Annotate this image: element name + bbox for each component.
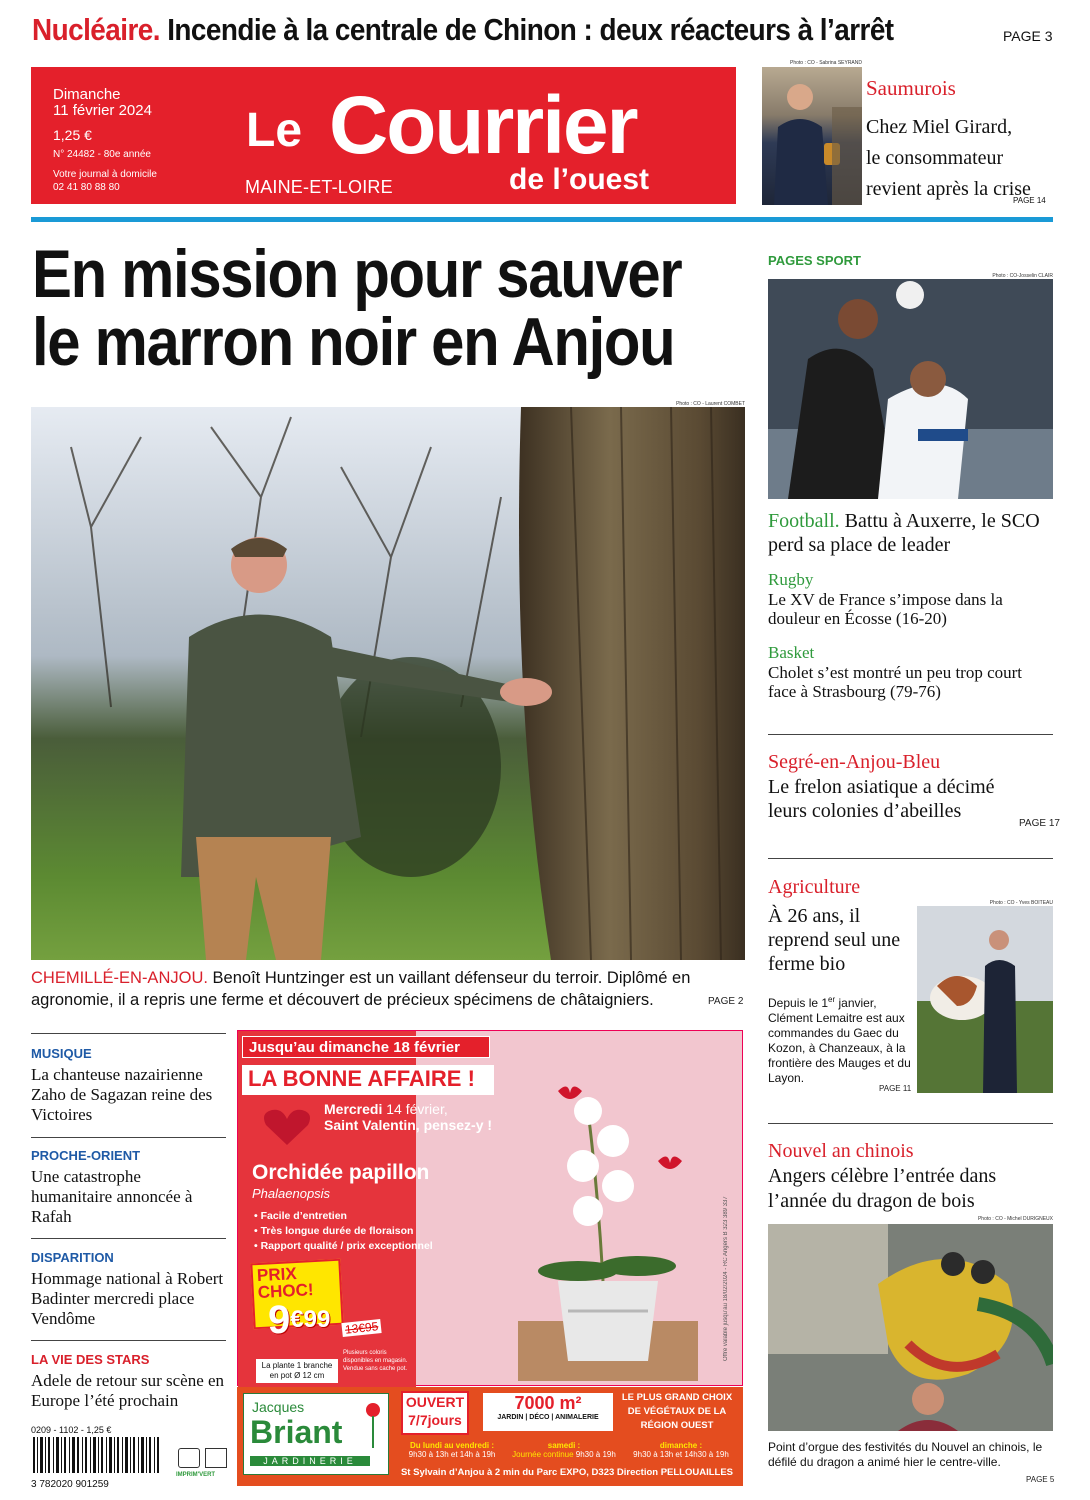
segre-page-ref: PAGE 17 — [1019, 818, 1060, 829]
top-headline[interactable] — [32, 12, 914, 48]
divider — [768, 1123, 1053, 1124]
brief-disparition[interactable] — [31, 1250, 226, 1329]
main-headline-line-1: En mission pour sauver — [32, 236, 682, 312]
edition: MAINE-ET-LOIRE — [245, 177, 393, 197]
divider-rule — [31, 217, 1053, 222]
caption-place: CHEMILLÉ-EN-ANJOU. — [31, 969, 208, 987]
sport-rugby[interactable] — [768, 570, 1053, 628]
ad-prix-choc-1: PRIX — [256, 1264, 298, 1286]
brief-text: Une catastrophe humanitaire annoncée à Rafah — [31, 1167, 193, 1226]
ad-unit-note: La plante 1 branche en pot Ø 12 cm — [256, 1359, 338, 1383]
photo-credit: Photo : CO-Josselin CLAIR — [992, 273, 1053, 279]
top-page-ref: PAGE 3 — [1003, 28, 1053, 44]
divider — [31, 1238, 226, 1239]
agriculture-body — [768, 992, 913, 1086]
barcode-digits: 3 782020 901259 — [31, 1479, 109, 1490]
agriculture-kicker[interactable]: Agriculture — [768, 876, 861, 898]
brief-vie-des-stars[interactable] — [31, 1352, 226, 1411]
ad-colors-note: Plusieurs coloris disponibles en magasin. Vendue sans cache pot. — [343, 1350, 408, 1372]
barcode — [31, 1437, 201, 1490]
briant-logo — [243, 1393, 389, 1475]
top-kicker: Nucléaire. — [32, 12, 160, 47]
open-line-2: 7/7jours — [408, 1412, 462, 1428]
title-le: Le — [246, 104, 303, 157]
choice-text: LE PLUS GRAND CHOIX DE VÉGÉTAUX DE LA RÉGION OUEST — [621, 1392, 733, 1431]
price: 1,25 € — [53, 127, 92, 143]
divider — [31, 1033, 226, 1034]
chinois-kicker[interactable]: Nouvel an chinois — [768, 1140, 914, 1162]
ad-old-price: 13€95 — [341, 1319, 382, 1337]
sport-photo[interactable] — [768, 279, 1053, 499]
orchid-illustration — [518, 1071, 698, 1381]
ad-feature: • Très longue durée de floraison — [254, 1225, 414, 1237]
agriculture-title[interactable]: À 26 ans, il reprend seul une ferme bio — [768, 905, 901, 975]
dragon-caption: Point d’orgue des festivités du Nouvel an chinois, le défilé du dragon a animé hier le centre-ville. — [768, 1440, 1043, 1469]
photo-credit: Photo : CO - Yves BOITEAU — [989, 900, 1053, 906]
photo-credit: Photo : CO - Laurent COMBET — [676, 401, 745, 407]
photo-credit: Photo : CO - Michel DURIGNEUX — [977, 1216, 1053, 1222]
hours-1-label: Du lundi au vendredi : — [409, 1441, 494, 1450]
brief-musique[interactable] — [31, 1046, 226, 1125]
brief-text: Hommage national à Robert Badinter mercredi place Vendôme — [31, 1269, 224, 1328]
caption-text: Benoît Huntzinger est un vaillant défenseur du terroir. Diplômé en agronomie, il a repris une ferme et découvert de précieux spécimens de châtaigniers. — [31, 969, 691, 1009]
issue-number: N° 24482 - 80e année — [53, 149, 151, 160]
ad-banner: Jusqu’au dimanche 18 février — [242, 1036, 490, 1058]
sport-text: Le XV de France s’impose dans la douleur en Écosse (16-20) — [768, 590, 1003, 628]
saumurois-line-2: le consommateur — [866, 147, 1004, 169]
masthead[interactable] — [31, 67, 736, 204]
sport-basket[interactable] — [768, 643, 1053, 701]
ad-price-main: 9 — [268, 1298, 291, 1342]
football-scene — [768, 279, 1053, 499]
hours-3-label: dimanche : — [659, 1441, 703, 1450]
brief-kicker: PROCHE-ORIENT — [31, 1148, 141, 1163]
ad-valentine-date: 14 février, — [382, 1101, 448, 1117]
surface-badge — [483, 1393, 613, 1431]
ad-footer[interactable] — [237, 1387, 743, 1486]
top-headline-text: Incendie à la centrale de Chinon : deux réacteurs à l’arrêt — [167, 12, 894, 47]
imprim-vert-logo: IMPRIM'VERT — [176, 1472, 216, 1478]
surface-value: 7000 m² — [514, 1393, 582, 1413]
brand-top: Jacques — [252, 1399, 305, 1415]
agri-body-pre: Depuis le 1 — [768, 996, 829, 1010]
ad-address: St Sylvain d’Anjou à 2 min du Parc EXPO, D323 Direction PELLOUAILLES — [400, 1467, 734, 1478]
segre-title[interactable]: Le frelon asiatique a décimé leurs colonies d’abeilles — [768, 776, 995, 822]
sport-football[interactable] — [768, 509, 1053, 557]
ad-product-latin: Phalaenopsis — [252, 1186, 331, 1201]
photo-credit: Photo : CO - Sabrina SEYRAND — [790, 60, 862, 66]
saumurois-line-3: revient après la crise — [866, 178, 1031, 200]
main-headline[interactable] — [32, 236, 682, 380]
dragon-scene — [768, 1224, 1053, 1431]
ad-valentine-line2: Saint Valentin, pensez-y ! — [324, 1117, 493, 1133]
ad-features — [254, 1209, 433, 1254]
farmer-cow-scene — [917, 906, 1053, 1093]
divider — [768, 734, 1053, 735]
hours-sunday — [621, 1441, 741, 1459]
main-caption — [31, 967, 746, 1011]
brief-kicker: DISPARITION — [31, 1250, 114, 1265]
agriculture-page-ref: PAGE 11 — [879, 1084, 912, 1093]
hours-2: 9h30 à 19h — [573, 1450, 616, 1459]
agri-body-post: janvier, Clément Lemaitre est aux commandes du Gaec du Kozon, à Chanzeaux, à la frontière des Mauges et du Layon. — [768, 996, 911, 1085]
flower-icon — [364, 1402, 382, 1448]
brief-kicker: LA VIE DES STARS — [31, 1352, 150, 1367]
brand-main: Briant — [250, 1414, 343, 1450]
ad-price — [268, 1298, 331, 1342]
hours-saturday — [509, 1441, 619, 1459]
main-page-ref: PAGE 2 — [708, 996, 744, 1007]
hours-1: 9h30 à 13h et 14h à 19h — [408, 1450, 496, 1459]
chinois-page-ref: PAGE 5 — [1026, 1475, 1055, 1484]
ad-valentine-day: Mercredi — [324, 1101, 383, 1117]
saumurois-title[interactable] — [866, 112, 1066, 205]
open-line-1: OUVERT — [405, 1394, 465, 1410]
ad-prix-choc-2: CHOC! — [257, 1280, 315, 1303]
divider — [31, 1340, 226, 1341]
masthead-date — [53, 87, 152, 119]
sport-kicker: Rugby — [768, 570, 814, 589]
brand-sub: JARDINERIE — [250, 1456, 370, 1466]
issue-code: 0209 - 1102 - 1,25 € — [31, 1425, 112, 1435]
divider — [768, 858, 1053, 859]
hours-2-label: samedi : — [547, 1441, 581, 1450]
heart-icon — [262, 1107, 312, 1147]
divider — [31, 1137, 226, 1138]
main-photo[interactable] — [31, 407, 745, 960]
brief-text: La chanteuse nazairienne Zaho de Sagazan reine des Victoires — [31, 1065, 213, 1124]
home-delivery — [53, 168, 157, 194]
hours-2-note: Journée continue — [512, 1450, 574, 1459]
agriculture-photo[interactable] — [917, 906, 1053, 1093]
home-delivery-phone: 02 41 80 88 80 — [53, 182, 120, 193]
hours-3: 9h30 à 13h et 14h30 à 19h — [633, 1450, 729, 1459]
open-badge — [401, 1391, 469, 1435]
date: 11 février 2024 — [53, 102, 152, 119]
ad-legal: Offre valable jusqu’au 18/02/2024 - RC Angers B 323 389 337 — [723, 1196, 729, 1361]
chinois-title[interactable]: Angers célèbre l’entrée dans l’année du dragon de bois — [768, 1165, 997, 1212]
agri-body-sup: er — [828, 995, 836, 1004]
day: Dimanche — [53, 86, 121, 103]
ad-feature: • Facile d’entretien — [254, 1210, 347, 1222]
ad-feature: • Rapport qualité / prix exceptionnel — [254, 1240, 433, 1252]
home-delivery-label: Votre journal à domicile — [53, 169, 157, 180]
sport-kicker: Football. — [768, 510, 840, 532]
brief-proche-orient[interactable] — [31, 1148, 226, 1227]
barcode-bars — [31, 1437, 161, 1473]
ad-price-cents: €99 — [290, 1306, 331, 1333]
person-illustration — [762, 67, 862, 205]
brief-kicker: MUSIQUE — [31, 1046, 92, 1061]
ad-valentine — [324, 1101, 492, 1133]
sport-label[interactable]: PAGES SPORT — [768, 253, 861, 268]
recycle-icon — [178, 1448, 200, 1468]
saumurois-photo[interactable] — [762, 67, 862, 205]
saumurois-line-1: Chez Miel Girard, — [866, 116, 1013, 138]
ad-deal: LA BONNE AFFAIRE ! — [242, 1065, 494, 1095]
advertisement[interactable] — [237, 1030, 743, 1386]
sport-text: Cholet s’est montré un peu trop court face à Strasbourg (79-76) — [768, 663, 1023, 701]
title-de-louest: de l’ouest — [509, 163, 650, 196]
qr-icon — [205, 1448, 227, 1468]
dragon-photo[interactable] — [768, 1224, 1053, 1431]
forest-scene — [31, 407, 745, 960]
brief-text: Adele de retour sur scène en Europe l’été prochain — [31, 1371, 225, 1410]
segre-kicker[interactable]: Segré-en-Anjou-Bleu — [768, 751, 941, 773]
title-courrier: Courrier — [329, 80, 637, 171]
sport-kicker: Basket — [768, 643, 815, 662]
hours-weekday — [397, 1441, 507, 1459]
saumurois-page-ref: PAGE 14 — [1013, 196, 1046, 205]
surface-sub: JARDIN | DÉCO | ANIMALERIE — [497, 1414, 599, 1421]
ad-product: Orchidée papillon — [252, 1161, 430, 1184]
sport-text: Battu à Auxerre, le SCO perd sa place de leader — [768, 510, 1040, 556]
saumurois-kicker[interactable]: Saumurois — [866, 76, 956, 100]
main-headline-line-2: le marron noir en Anjou — [32, 304, 675, 380]
